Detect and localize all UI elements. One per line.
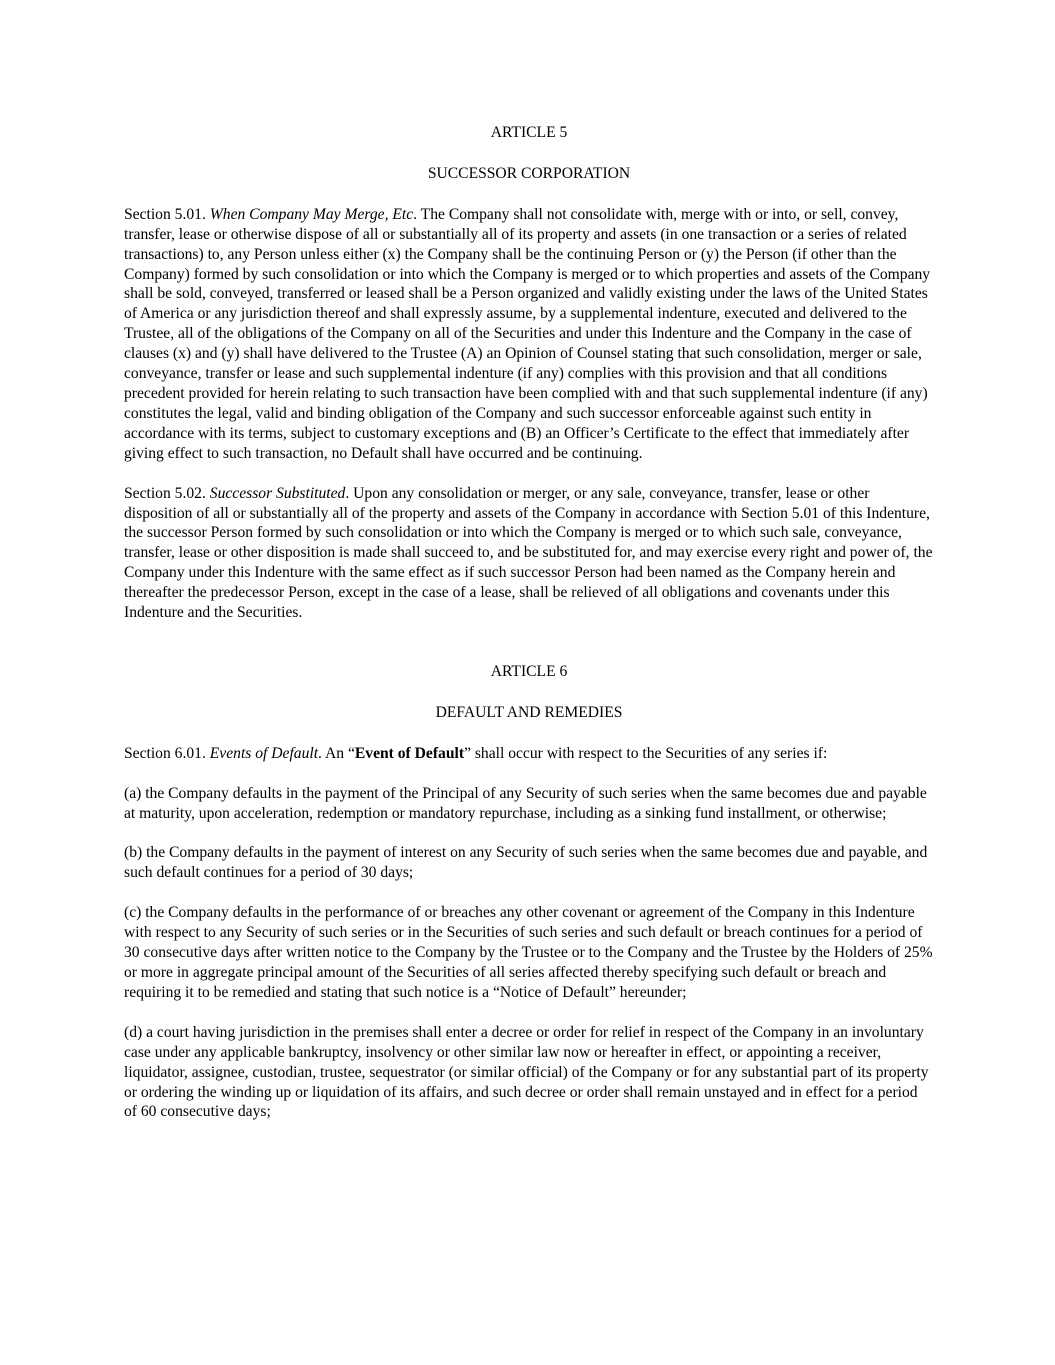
clause-c: (c) the Company defaults in the performance of or breaches any other covenant or agreement of the Company in this Indenture with respect to any Security of such series or in the Securities of such series and such default or breach continues for a period of 30 consecutive days after written notice to the Company by the Trustee or to the Company and the Trustee by the Holders of 25% or more in aggregate principal amount of the Securities of all series affected thereby specifying such default or breach and requiring it to be remedied and stating that such notice is a “Notice of Default” hereunder;: [124, 904, 933, 1001]
document-page: [124, 123, 934, 1142]
section-6-01: [124, 744, 934, 764]
clause-a: (a) the Company defaults in the payment of the Principal of any Security of such series when the same becomes due and payable at maturity, upon acceleration, redemption or mandatory repurchase, including as a sinking fund installment, or otherwise;: [124, 784, 927, 822]
section-6-01-caption: Events of Default: [209, 744, 319, 762]
article-5-heading: ARTICLE 5: [490, 124, 568, 141]
clause-d: (d) a court having jurisdiction in the premises shall enter a decree or order for relief in respect of the Company in an involuntary case under any applicable bankruptcy, insolvency or other similar law now or hereafter in effect, or appointing a receiver, liquidator, assignee, custodian, trustee, sequestrator (or similar official) of the Company or for any substantial part of its property or ordering the winding up or liquidation of its affairs, and such decree or order shall remain unstayed and in effect for a period of 60 consecutive days;: [124, 1023, 929, 1121]
section-5-01-caption: When Company May Merge, Etc: [209, 205, 414, 223]
section-6-01-text-before: . An “: [318, 744, 355, 762]
section-5-01-label: Section 5.01.: [124, 205, 206, 223]
clause-b: (b) the Company defaults in the payment of interest on any Security of such series when the same becomes due and payable, and such default continues for a period of 30 days;: [124, 844, 928, 882]
section-5-01-text: . The Company shall not consolidate with, merge with or into, or sell, convey, transfer, lease or otherwise dispose of all or substantially all of its property and assets (in one transaction or a series of related transactions) to, any Person unless either (x) the Company shall be the continuing Person or (y) the Person (if other than the Company) formed by such consolidation or into which the Company is merged or to which properties and assets of the Company shall be sold, conveyed, transferred or leased shall be a Person organized and validly existing under the laws of the United States of America or any jurisdiction thereof and shall expressly assume, by a supplemental indenture, executed and delivered to the Trustee, all of the obligations of the Company on all of the Securities and under this Indenture and the Company in the case of clauses (x) and (y) shall have delivered to the Trustee (A) an Opinion of Counsel stating that such consolidation, merger or sale, conveyance, transfer or lease and such supplemental indenture (if any) complies with this provision and that all conditions precedent provided for herein relating to such transaction have been complied with and that such supplemental indenture (if any) constitutes the legal, valid and binding obligation of the Company and such successor enforceable against such entity in accordance with its terms, subject to customary exceptions and (B) an Officer’s Certificate to the effect that immediately after giving effect to such transaction, no Default shall have occurred and be continuing.: [124, 205, 931, 462]
article-6-heading: ARTICLE 6: [490, 662, 568, 680]
section-5-01: [124, 205, 934, 464]
article-gap: [124, 643, 934, 662]
section-5-02: [124, 484, 934, 623]
article-5-title: SUCCESSOR CORPORATION: [427, 164, 631, 182]
event-of-default-term: Event of Default: [354, 744, 465, 762]
section-6-01-text-after: ” shall occur with respect to the Securities of any series if:: [464, 744, 828, 762]
section-5-02-text: . Upon any consolidation or merger, or any sale, conveyance, transfer, lease or other disposition of all or substantially all of the property and assets of the Company in accordance with Section 5.01 of this Indenture, the successor Person formed by such consolidation or into which the Company is merged or to which such sale, conveyance, transfer, lease or other disposition is made shall succeed to, and be substituted for, and may exercise every right and power of, the Company under this Indenture with the same effect as if such successor Person had been named as the Company herein and thereafter the predecessor Person, except in the case of a lease, shall be relieved of all obligations and covenants under this Indenture and the Securities.: [124, 484, 933, 622]
section-5-02-caption: Successor Substituted: [209, 484, 346, 502]
section-5-02-label: Section 5.02.: [124, 484, 206, 502]
article-6-title: DEFAULT AND REMEDIES: [435, 703, 623, 721]
section-6-01-label: Section 6.01.: [124, 744, 206, 762]
